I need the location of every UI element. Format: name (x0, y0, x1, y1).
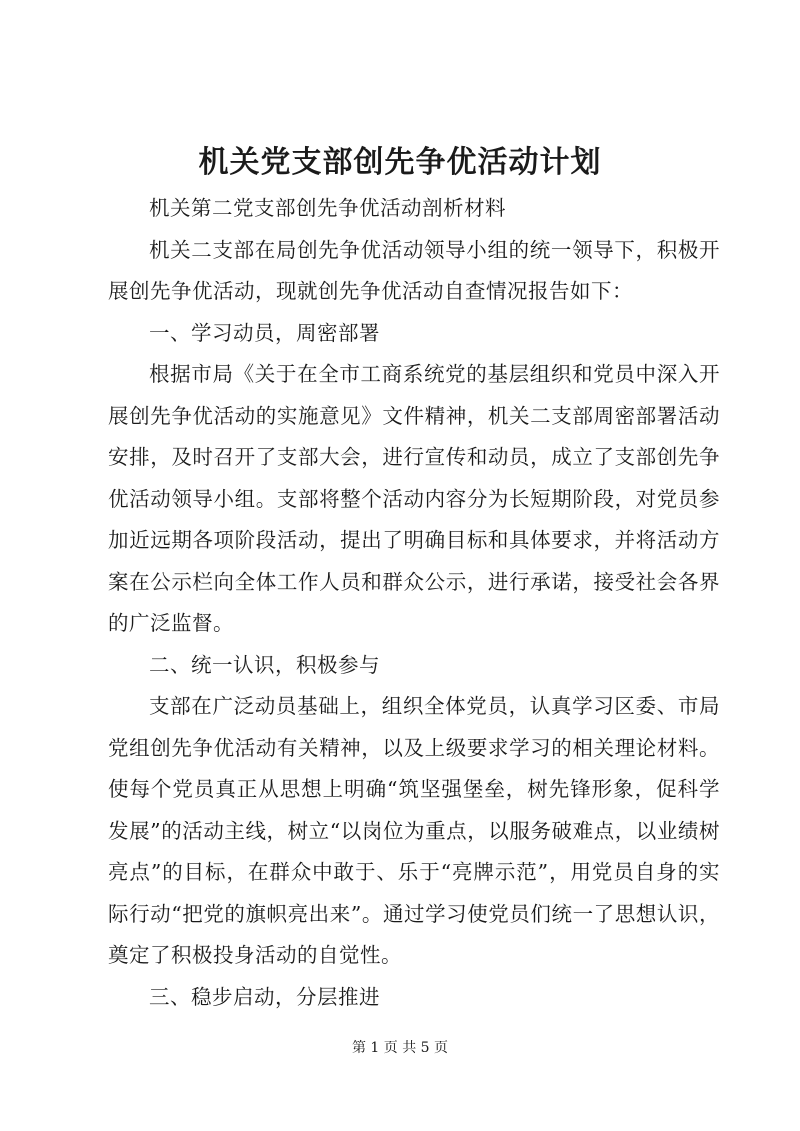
document-title: 机关党支部创先争优活动计划 (198, 145, 602, 180)
section-heading-1: 一、学习动员，周密部署 (149, 320, 380, 345)
document-body (108, 188, 720, 1018)
page-number-footer: 第 1 页 共 5 页 (351, 1040, 449, 1056)
section-heading-3: 三、稳步启动，分层推进 (149, 984, 380, 1009)
intro-paragraph: 机关二支部在局创先争优活动领导小组的统一领导下，积极开展创先争优活动，现就创先争优活动自查情况报告如下： (108, 237, 720, 303)
subtitle-paragraph: 机关第二党支部创先争优活动剖析材料 (149, 196, 506, 220)
section-body-1: 根据市局《关于在全市工商系统党的基层组织和党员中深入开展创先争优活动的实施意见》文件精神，机关二支部周密部署活动安排，及时召开了支部大会，进行宣传和动员，成立了支部创先争优活动领导小组。支部将整个活动内容分为长短期阶段，对党员参加近远期各项阶段活动，提出了明确目标和具体要求，并将活动方案在公示栏向全体工作人员和群众公示，进行承诺，接受社会各界的广泛监督。 (108, 362, 720, 635)
section-body-2: 支部在广泛动员基础上，组织全体党员，认真学习区委、市局党组创先争优活动有关精神，以及上级要求学习的相关理论材料。使每个党员真正从思想上明确“筑坚强堡垒，树先锋形象，促科学发展”的活动主线，树立“以岗位为重点，以服务破难点，以业绩树亮点”的目标，在群众中敢于、乐于“亮牌示范”，用党员自身的实际行动“把党的旗帜亮出来”。通过学习使党员们统一了思想认识，奠定了积极投身活动的自觉性。 (108, 694, 720, 967)
section-heading-2: 二、统一认识，积极参与 (149, 652, 380, 677)
